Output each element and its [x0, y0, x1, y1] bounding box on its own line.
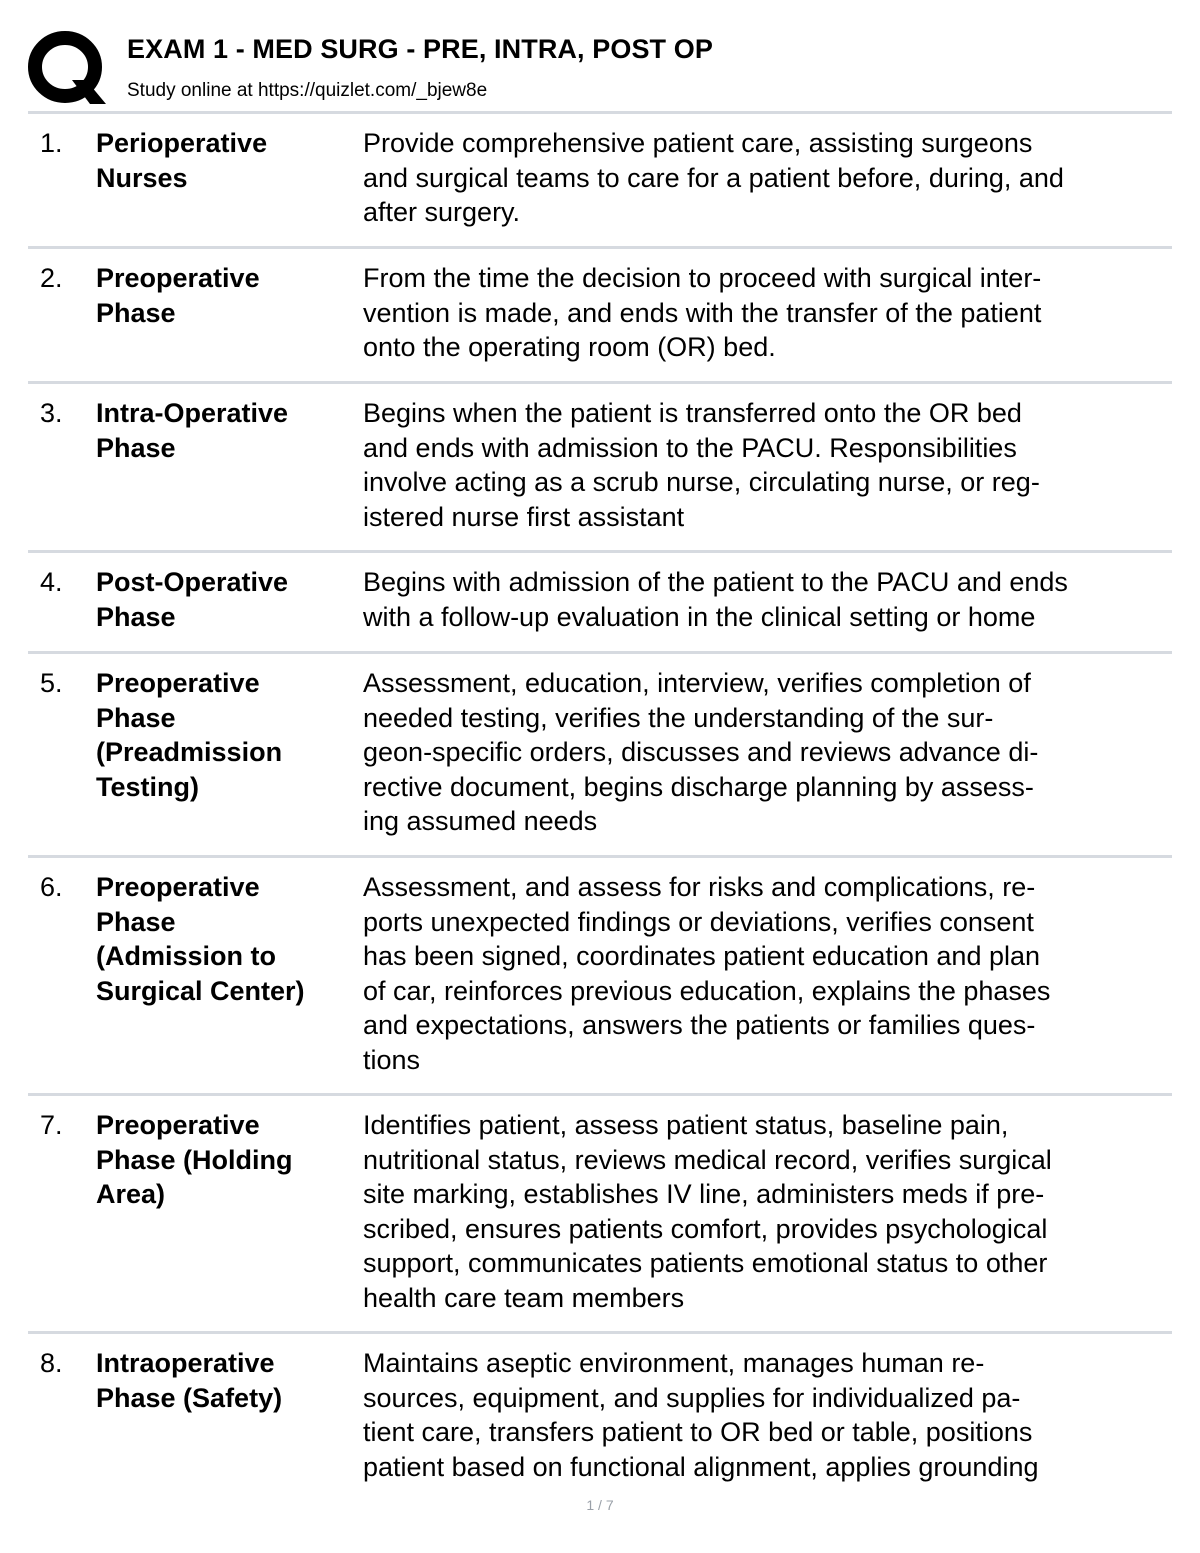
card-definition: Identifies patient, assess patient status, baseline pain, nutritional status, reviews medical record, verifies surgical site marking, establishes IV line, administers meds if pre- scribed, ensures patients comfort, provides psychological support, communicates patients emotional status to other health care team members: [363, 1110, 1052, 1313]
flashcard-row: [0, 249, 1200, 384]
card-term: Intraoperative Phase (Safety): [96, 1348, 283, 1413]
card-definition: Provide comprehensive patient care, assisting surgeons and surgical teams to care for a patient before, during, and after surgery.: [363, 128, 1064, 227]
card-number: 4.: [40, 567, 63, 597]
card-definition: From the time the decision to proceed with surgical inter- vention is made, and ends with the transfer of the patient onto the operating room (OR) bed.: [363, 263, 1042, 362]
card-number: 3.: [40, 398, 63, 428]
card-term: Preoperative Phase: [96, 263, 260, 328]
card-term: Post-Operative Phase: [96, 567, 289, 632]
card-number: 7.: [40, 1110, 63, 1140]
card-term: Preoperative Phase (Preadmission Testing): [96, 668, 283, 802]
card-term: Perioperative Nurses: [96, 128, 268, 193]
card-definition: Begins with admission of the patient to the PACU and ends with a follow-up evaluation in the clinical setting or home: [363, 567, 1068, 632]
card-number: 6.: [40, 872, 63, 902]
card-term: Preoperative Phase (Admission to Surgical Center): [96, 872, 305, 1006]
card-definition: Assessment, and assess for risks and complications, re- ports unexpected findings or deviations, verifies consent has been signed, coordinates patient education and plan of car, reinforces previous education, explains the phases and expectations, answers the patients or families ques- tions: [363, 872, 1051, 1075]
card-term: Preoperative Phase (Holding Area): [96, 1110, 293, 1209]
page-indicator: 1 / 7: [586, 1497, 614, 1513]
document-title: EXAM 1 - MED SURG - PRE, INTRA, POST OP: [127, 34, 713, 64]
card-term: Intra-Operative Phase: [96, 398, 289, 463]
flashcard-row: [0, 384, 1200, 553]
flashcard-row: [0, 1334, 1200, 1494]
study-online-link-text: Study online at https://quizlet.com/_bjew8e: [127, 80, 488, 101]
card-number: 2.: [40, 263, 63, 293]
quizlet-logo-icon: [28, 30, 108, 106]
flashcard-row: [0, 858, 1200, 1096]
card-definition: Maintains aseptic environment, manages human re- sources, equipment, and supplies for individualized pa- tient care, transfers patient to OR bed or table, positions patient based on functional alignment, applies grounding: [363, 1348, 1039, 1482]
flashcard-row: [0, 1096, 1200, 1334]
document-header: [0, 0, 1200, 112]
flashcard-row: [0, 654, 1200, 858]
flashcard-row: [0, 114, 1200, 249]
card-number: 5.: [40, 668, 63, 698]
card-definition: Assessment, education, interview, verifies completion of needed testing, verifies the understanding of the sur- geon-specific orders, discusses and reviews advance di- rective document, begins discharge planning by assess- ing assumed needs: [363, 668, 1039, 836]
card-number: 8.: [40, 1348, 63, 1378]
flashcard-row: [0, 553, 1200, 654]
card-definition: Begins when the patient is transferred onto the OR bed and ends with admission to the PACU. Responsibilities involve acting as a scrub nurse, circulating nurse, or reg- istered nurse first assistant: [363, 398, 1040, 532]
card-number: 1.: [40, 128, 63, 158]
